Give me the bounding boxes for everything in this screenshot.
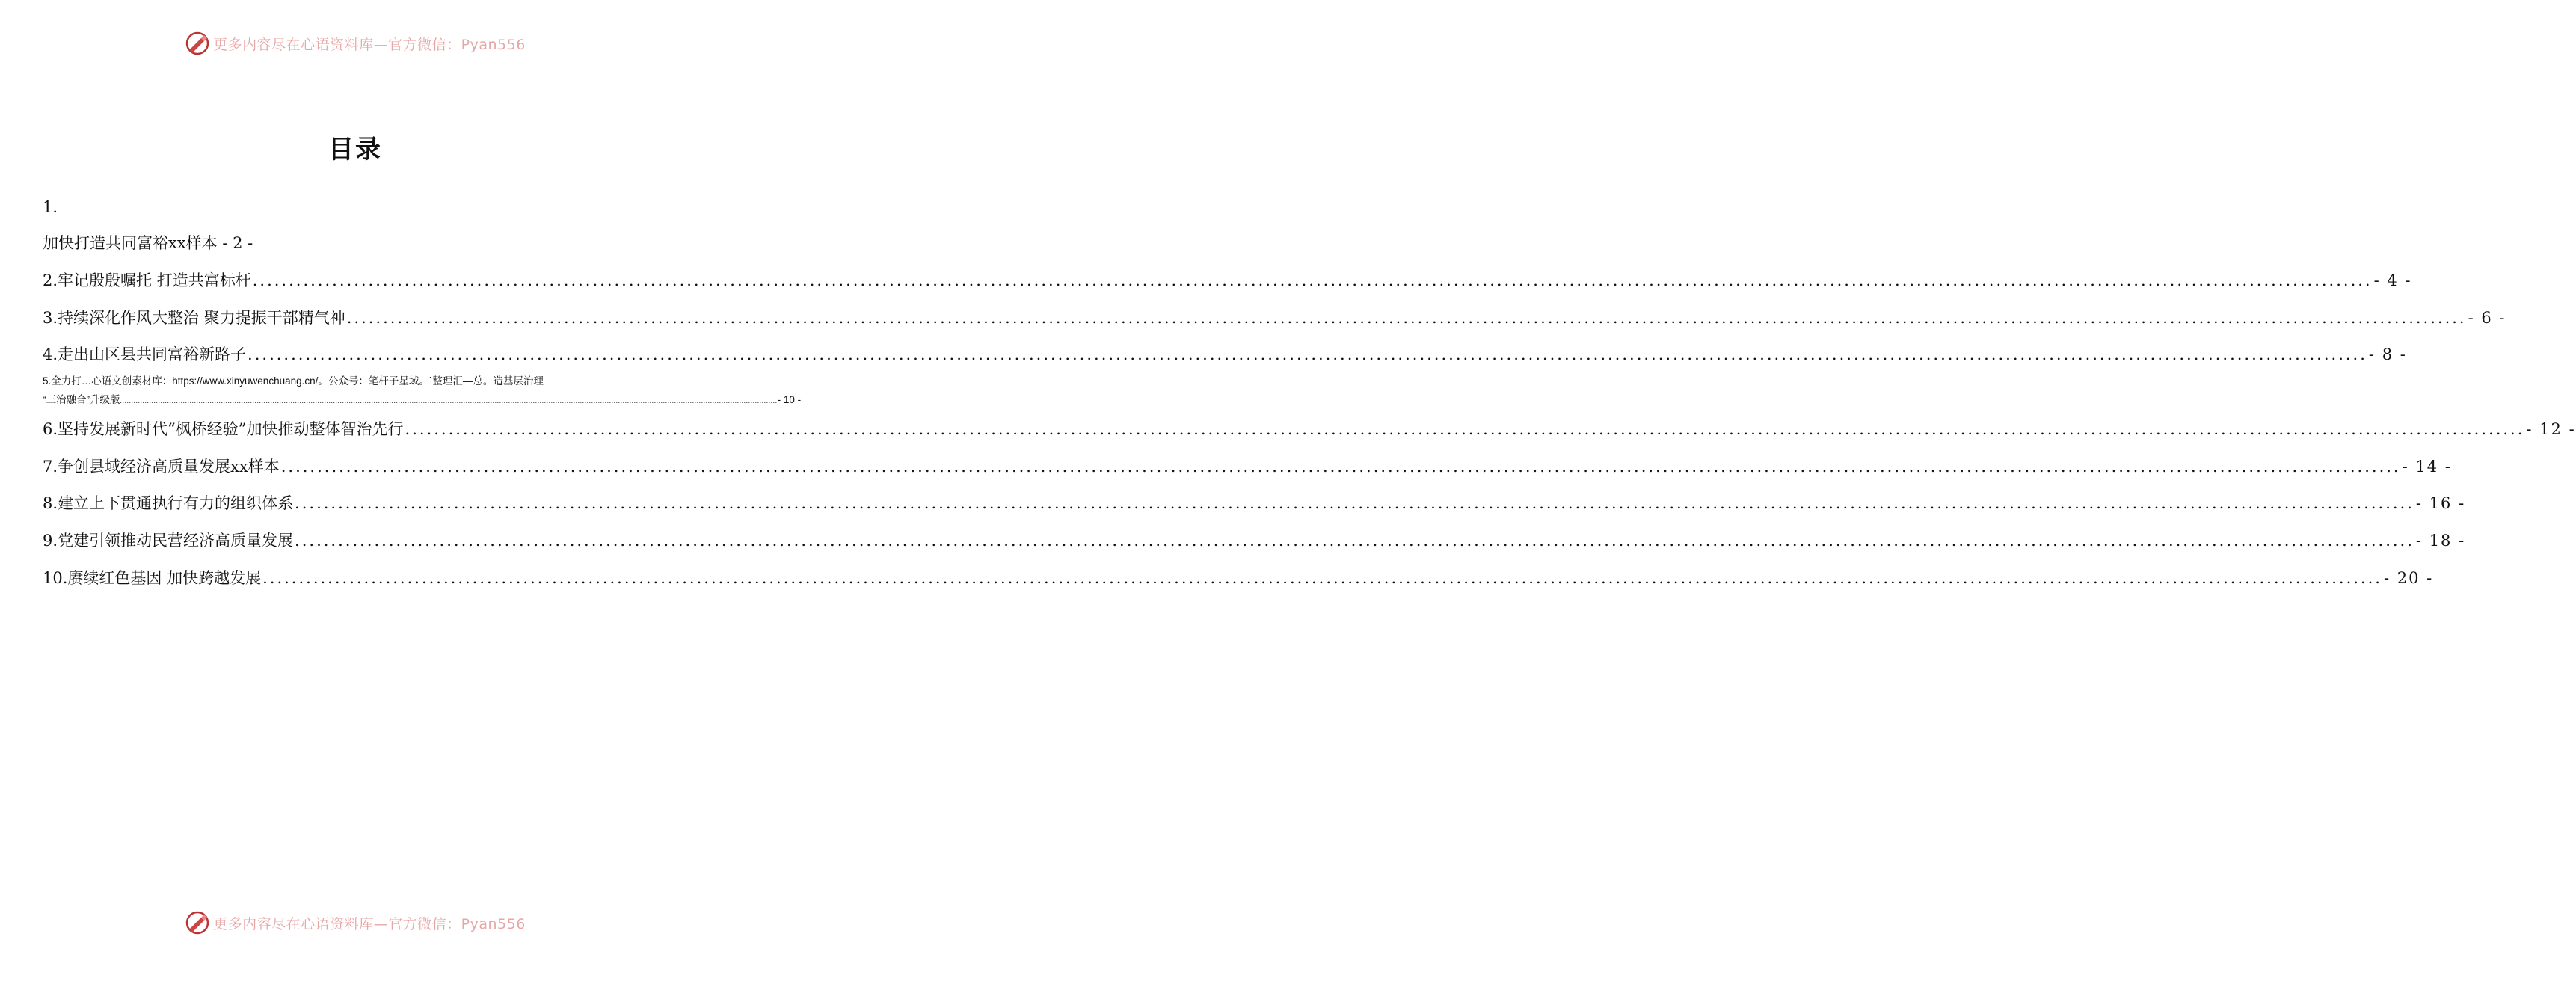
toc-entry-label: 牢记殷殷嘱托 打造共富标杆 — [58, 271, 251, 289]
toc-entry-label: “三治融合”升级版 — [43, 394, 120, 405]
dot-leader: ..................................................................................................................................................................................................................................................................................................... — [346, 309, 2467, 327]
pen-logo-icon — [185, 910, 210, 935]
header-banner — [0, 28, 710, 58]
toc-entry-number: 8. — [43, 494, 58, 512]
toc-entry-page: - 20 - — [2383, 569, 2434, 587]
toc-entry-label: 建立上下贯通执行有力的组织体系 — [58, 494, 294, 512]
toc-entry-5-line-2[interactable] — [43, 390, 802, 411]
dot-leader: ..................................................................................................................................................................................................................................................................................................... — [295, 494, 2414, 512]
toc-entry-page: - 12 - — [2526, 420, 2576, 438]
toc-entry-1-title[interactable] — [43, 232, 668, 254]
toc-entry-page: - 18 - — [2415, 532, 2466, 550]
toc-entry-label: 争创县域经济高质量发展xx样本 — [58, 458, 280, 476]
toc-entry-page: - 10 - — [777, 394, 802, 405]
toc-entry-label: 1. — [43, 198, 58, 216]
toc-entry-label: 持续深化作风大整治 聚力提振干部精气神 — [58, 309, 345, 327]
toc-entry-page: - 4 - — [2373, 271, 2412, 289]
dot-leader: ..................................................................................................................................................................................................................................................................................................... — [280, 458, 2401, 476]
toc-entry-number: 7. — [43, 458, 58, 476]
toc-entry-label: 坚持发展新时代“枫桥经验”加快推动整体智治先行 — [58, 420, 404, 438]
dot-leader: ..................................................................................................................................................................................................................................................................................................... — [252, 271, 2373, 289]
toc-entry-page: - 16 - — [2415, 494, 2466, 512]
footer-banner — [0, 908, 710, 938]
toc-entry-1-number[interactable] — [43, 196, 668, 218]
dot-leader: ..................................................................................................................................................................................................................................................................................................... — [262, 569, 2382, 587]
pen-logo-icon — [185, 31, 210, 56]
toc-entry-number: 9. — [43, 532, 58, 550]
dot-leader: ..................................................................................................................................................................................................................................................................................................... — [248, 345, 2367, 363]
banner-text: 更多内容尽在心语资料库—官方微信：Pyan556 — [213, 915, 526, 932]
toc-entry-label: 加快打造共同富裕xx样本 - 2 - — [43, 234, 253, 252]
toc-entry-7[interactable] — [43, 455, 2452, 478]
toc-entry-number: 4. — [43, 345, 58, 363]
toc-entry-label: 赓续红色基因 加快跨越发展 — [67, 569, 262, 587]
dot-leader: ..................................................................................................................................................................................................................................................................................................... — [120, 397, 778, 405]
toc-entry-number: 10. — [43, 569, 68, 587]
toc-entry-page: - 14 - — [2402, 458, 2452, 476]
toc-entry-number: 2. — [43, 271, 58, 289]
toc-entry-9[interactable] — [43, 529, 2466, 552]
toc-entry-label: 5.全力打…心语文创素材库：https://www.xinyuwenchuang.cn/。公众号：笔杆子星域。`整理汇—总。造基层治理 — [43, 375, 544, 387]
toc-entry-label: 走出山区县共同富裕新路子 — [58, 345, 247, 363]
toc-entry-10[interactable] — [43, 567, 2434, 589]
toc-entry-number: 3. — [43, 309, 58, 327]
dot-leader: ..................................................................................................................................................................................................................................................................................................... — [295, 532, 2414, 550]
toc-entry-page: - 6 - — [2468, 309, 2506, 327]
toc-entry-number: 6. — [43, 420, 58, 438]
dot-leader: ..................................................................................................................................................................................................................................................................................................... — [405, 420, 2525, 438]
banner-text: 更多内容尽在心语资料库—官方微信：Pyan556 — [213, 36, 526, 53]
toc-entry-6[interactable] — [43, 418, 2576, 440]
toc-entry-5-line-1[interactable] — [43, 372, 668, 391]
page-title: 目录 — [328, 135, 382, 165]
toc-entry-4[interactable] — [43, 343, 2407, 366]
toc-entry-label: 党建引领推动民营经济高质量发展 — [58, 532, 294, 550]
toc-entry-3[interactable] — [43, 307, 2506, 329]
toc-entry-8[interactable] — [43, 492, 2466, 514]
toc-entry-page: - 8 - — [2368, 345, 2407, 363]
toc-entry-2[interactable] — [43, 269, 2412, 292]
